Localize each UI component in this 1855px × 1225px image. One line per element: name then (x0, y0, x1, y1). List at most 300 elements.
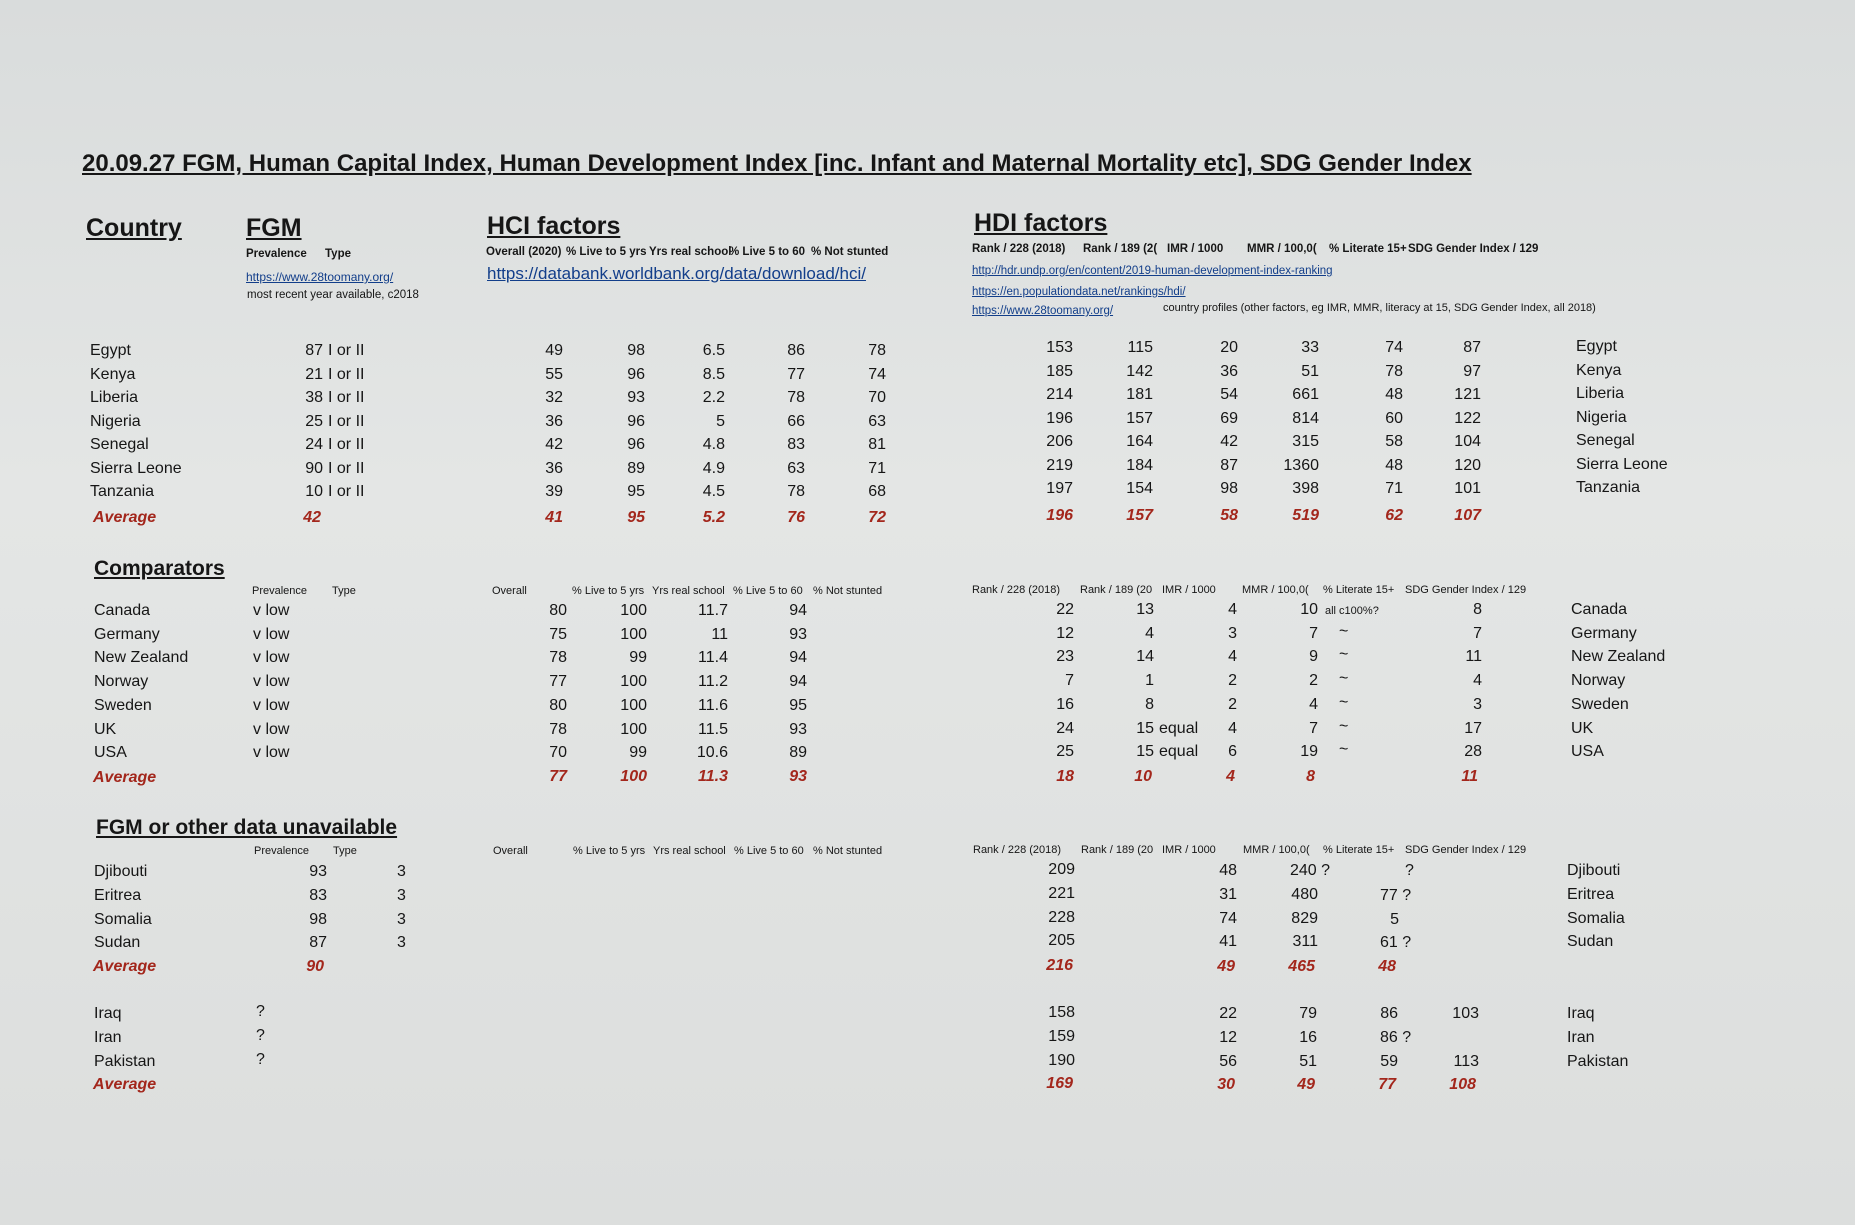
row-country-name: Iran (94, 1028, 122, 1046)
fgm-type-value: I or II (328, 483, 365, 500)
hci-value: 93 (789, 625, 807, 643)
hci-value: 71 (868, 459, 886, 477)
hci-value: 10.6 (696, 744, 728, 762)
average-label: Average (93, 509, 157, 526)
hdi-imr-value: 4 (1228, 601, 1237, 618)
hci-value: 100 (620, 673, 647, 691)
hdi-value: 661 (1292, 386, 1319, 403)
heading-hci: HCI factors (487, 212, 621, 240)
hci-value: 78 (868, 342, 886, 359)
fgm-prevalence-value: ? (256, 1050, 265, 1068)
fgm-type-value: I or II (328, 389, 365, 406)
hdi-rank189-value: 13 (1136, 601, 1154, 618)
hci-overall-header: Overall (2020) (486, 246, 562, 258)
average-value: 62 (1385, 507, 1403, 524)
hdi-mmr-value: 240 ? (1290, 862, 1331, 879)
average-value: 8 (1306, 768, 1315, 785)
hdi-mmr-value: 7 (1309, 719, 1318, 737)
hdi-mmr-value: 51 (1299, 1052, 1317, 1070)
hci-value: 80 (549, 696, 567, 714)
hdi-value: 164 (1126, 433, 1153, 450)
fgm-prevalence-value: v low (253, 602, 290, 619)
hci-live5-header: % Live to 5 yrs (566, 246, 647, 258)
hdi-sdg-value: 17 (1464, 719, 1482, 737)
fgm-prevalence-value: 98 (309, 910, 327, 928)
hci-value: 11.2 (698, 673, 728, 691)
hdi-mmr-value: 829 (1291, 909, 1318, 927)
row-country-name: Sudan (94, 934, 141, 952)
hdi-rank189-header: Rank / 189 (2( (1083, 243, 1158, 255)
fgm-prevalence-value: 83 (309, 886, 327, 904)
average-value: 49 (1217, 958, 1235, 975)
row-country-name: Liberia (90, 389, 139, 406)
hci-value: 98 (627, 342, 645, 359)
average-value: 42 (303, 509, 321, 526)
hci-value: 78 (787, 389, 805, 406)
average-value: 5.2 (702, 509, 725, 526)
hdi-imr-value: 2 (1228, 672, 1237, 690)
row-country-name-right: USA (1571, 743, 1604, 761)
hdi-rank189-note: equal (1159, 743, 1199, 761)
s3-mmr-header: MMR / 100,0( (1243, 844, 1310, 856)
row-country-name-right: Eritrea (1567, 885, 1615, 903)
hci-live60-header: % Live 5 to 60 (729, 246, 806, 258)
s2-rank228-header: Rank / 228 (2018) (972, 584, 1061, 596)
average-value: 77 (549, 768, 567, 785)
hdi-rank189-value: 4 (1145, 624, 1154, 642)
hdi-value: 122 (1454, 409, 1481, 427)
hdi-rank189-value: 15 (1136, 743, 1154, 761)
fgm-type-value: I or II (328, 459, 365, 477)
hci-value: 6.5 (702, 342, 725, 359)
average-value: 169 (1046, 1075, 1073, 1092)
hci-value: 77 (549, 673, 567, 691)
hci-value: 78 (549, 649, 567, 667)
hci-value: 36 (545, 459, 563, 477)
s3-type-header: Type (333, 845, 357, 857)
heading-comparators: Comparators (94, 557, 225, 580)
hdi-imr-value: 41 (1219, 933, 1237, 951)
hdi-sdg-header: SDG Gender Index / 129 (1408, 243, 1539, 255)
hdi-literate-value: ~ (1339, 741, 1349, 759)
hci-value: 78 (549, 720, 567, 738)
hdi-imr-value: 74 (1219, 909, 1237, 927)
hci-value: 4.9 (702, 459, 725, 477)
row-country-name-right: Egypt (1576, 338, 1617, 355)
hci-value: 11.5 (698, 720, 728, 738)
row-country-name-right: Djibouti (1567, 862, 1621, 879)
hdi-literate-value: ~ (1339, 622, 1349, 640)
s3-imr-header: IMR / 1000 (1162, 844, 1216, 856)
hdi-mmr-value: 4 (1309, 695, 1318, 713)
fgm-prevalence-value: 24 (305, 436, 323, 453)
hci-value: 96 (627, 436, 645, 453)
hdi-literate-value: 77 ? (1380, 886, 1412, 904)
hdi-mmr-value: 10 (1300, 601, 1318, 618)
average-value: 108 (1449, 1076, 1476, 1093)
hdi-value: 36 (1220, 362, 1238, 380)
s3-rank228-header: Rank / 228 (2018) (973, 844, 1062, 856)
row-country-name: Eritrea (94, 886, 142, 904)
fgm-prevalence-value: 10 (305, 483, 323, 500)
s2-rank189-header: Rank / 189 (20 (1080, 584, 1153, 596)
s2-literate-header: % Literate 15+ (1323, 584, 1395, 596)
hci-value: 32 (545, 389, 563, 406)
average-value: 72 (868, 509, 886, 526)
hdi-rank228-value: 209 (1048, 861, 1075, 878)
hci-value: 89 (789, 744, 807, 762)
hci-value: 4.8 (702, 436, 725, 453)
s2-yrs-header: Yrs real school (652, 585, 725, 597)
hdi-rank189-value: 1 (1145, 672, 1154, 690)
hdi-value: 97 (1463, 362, 1481, 380)
average-value: 76 (787, 509, 805, 526)
s3-live60-header: % Live 5 to 60 (734, 845, 804, 857)
hdi-value: 42 (1220, 433, 1238, 450)
hci-value: 63 (868, 412, 886, 430)
hdi-value: 1360 (1283, 456, 1319, 474)
hci-value: 70 (868, 389, 886, 406)
hdi-literate-value: ~ (1339, 670, 1349, 688)
row-country-name: Pakistan (94, 1052, 156, 1070)
fgm-note: most recent year available, c2018 (247, 289, 419, 301)
hdi-value: 74 (1385, 339, 1403, 356)
hdi-sdg-value: 11 (1465, 648, 1482, 666)
average-value: 48 (1378, 958, 1396, 975)
hdi-rank228-value: 25 (1056, 743, 1074, 761)
hci-stunted-header: % Not stunted (811, 246, 889, 258)
average-value: 107 (1454, 507, 1481, 524)
average-value: 11 (1461, 768, 1478, 785)
hdi-rank189-value: 15 (1136, 719, 1154, 737)
hdi-value: 219 (1046, 456, 1073, 474)
hci-value: 4.5 (702, 483, 725, 500)
hdi-mmr-value: 7 (1309, 624, 1318, 642)
row-country-name: Nigeria (90, 412, 141, 430)
fgm-prevalence-value: v low (253, 696, 290, 714)
fgm-prevalence-value: 21 (305, 365, 323, 383)
fgm-type-value: I or II (328, 436, 365, 453)
fgm-prevalence-value: 93 (309, 863, 327, 880)
hdi-rank228-value: 24 (1056, 719, 1074, 737)
hci-value: 96 (627, 412, 645, 430)
hdi-imr-value: 4 (1228, 719, 1237, 737)
hdi-mmr-value: 19 (1300, 743, 1318, 761)
hdi-value: 87 (1463, 339, 1481, 356)
fgm-prevalence-value: 87 (305, 342, 323, 359)
hdi-value: 315 (1292, 433, 1319, 450)
hdi-value: 58 (1385, 433, 1403, 450)
row-country-name-right: UK (1571, 719, 1594, 737)
fgm-prevalence-value: 25 (305, 412, 323, 430)
average-value: 41 (545, 509, 563, 526)
hdi-mmr-value: 9 (1309, 648, 1318, 666)
row-country-name-right: Iraq (1567, 1005, 1595, 1022)
s2-live5-header: % Live to 5 yrs (572, 585, 645, 597)
fgm-type-value: 3 (397, 934, 406, 952)
hdi-imr-value: 22 (1219, 1005, 1237, 1022)
fgm-prevalence-value: v low (253, 649, 290, 667)
hci-value: 100 (620, 720, 647, 738)
hci-value: 42 (545, 436, 563, 453)
hdi-value: 185 (1046, 362, 1073, 380)
row-country-name-right: Somalia (1567, 909, 1625, 927)
row-country-name: Sierra Leone (90, 459, 182, 477)
average-value: 465 (1288, 958, 1315, 975)
hdi-imr-value: 56 (1219, 1052, 1237, 1070)
hci-value: 11.7 (698, 602, 728, 619)
hdi-value: 196 (1046, 409, 1073, 427)
hci-source-link[interactable]: https://databank.worldbank.org/data/download/hci/ (487, 264, 866, 283)
hci-value: 94 (789, 649, 807, 667)
hdi-literate-value: 86 (1380, 1005, 1398, 1022)
hci-value: 2.2 (702, 389, 725, 406)
row-country-name: Germany (94, 625, 160, 643)
hci-value: 11 (711, 625, 728, 643)
s2-live60-header: % Live 5 to 60 (733, 585, 803, 597)
row-country-name: UK (94, 720, 117, 738)
s3-yrs-header: Yrs real school (653, 845, 726, 857)
hdi-rank189-value: 14 (1136, 648, 1154, 666)
average-value: 49 (1297, 1076, 1315, 1093)
hdi-sdg-value: ? (1405, 862, 1414, 879)
hdi-imr-value: 48 (1219, 862, 1237, 879)
hdi-rank189-value: 8 (1145, 695, 1154, 713)
fgm-type-value: 3 (397, 910, 406, 928)
fgm-type-value: 3 (397, 863, 406, 880)
s2-prevalence-header: Prevalence (252, 585, 308, 597)
hdi-value: 104 (1454, 433, 1481, 450)
hci-value: 100 (620, 625, 647, 643)
row-country-name-right: New Zealand (1571, 648, 1666, 666)
row-country-name: Sweden (94, 696, 152, 714)
row-country-name-right: Iran (1567, 1028, 1595, 1046)
hdi-rank228-value: 205 (1048, 932, 1075, 950)
hci-value: 78 (787, 483, 805, 500)
hdi-rank228-value: 12 (1056, 624, 1074, 642)
hci-value: 99 (629, 744, 647, 762)
hdi-value: 214 (1046, 386, 1073, 403)
row-country-name-right: Liberia (1576, 385, 1625, 402)
hdi-sdg-value: 8 (1473, 601, 1482, 618)
row-country-name: Egypt (90, 342, 131, 359)
s3-rank189-header: Rank / 189 (20 (1081, 844, 1154, 856)
s3-literate-header: % Literate 15+ (1323, 844, 1395, 856)
fgm-prevalence-value: ? (256, 1003, 265, 1020)
average-value: 90 (306, 958, 324, 975)
row-country-name-right: Tanzania (1576, 479, 1641, 496)
hci-value: 70 (549, 744, 567, 762)
average-value: 100 (620, 768, 647, 785)
average-value: 77 (1378, 1076, 1396, 1093)
average-value: 93 (789, 768, 807, 785)
s3-sdg-header: SDG Gender Index / 129 (1405, 844, 1527, 856)
hdi-literate-value: ~ (1339, 717, 1349, 735)
hdi-value: 153 (1046, 339, 1073, 356)
row-country-name: New Zealand (94, 649, 189, 667)
hci-value: 95 (627, 483, 645, 500)
row-country-name-right: Canada (1571, 601, 1628, 618)
hci-value: 93 (627, 389, 645, 406)
hci-value: 68 (868, 483, 886, 500)
average-label: Average (93, 769, 157, 786)
s2-mmr-header: MMR / 100,0( (1242, 584, 1309, 596)
hdi-value: 78 (1385, 362, 1403, 380)
hdi-value: 51 (1301, 362, 1319, 380)
average-label: Average (93, 958, 157, 975)
average-label: Average (93, 1076, 157, 1093)
hci-value: 36 (545, 412, 563, 430)
fgm-type-value: I or II (328, 365, 365, 383)
heading-unavailable: FGM or other data unavailable (96, 816, 398, 839)
hci-value: 75 (549, 625, 567, 643)
hci-value: 94 (789, 602, 807, 619)
hdi-imr-value: 4 (1228, 648, 1237, 666)
hdi-mmr-value: 2 (1309, 672, 1318, 690)
average-value: 30 (1217, 1076, 1235, 1093)
hci-value: 95 (789, 696, 807, 714)
hci-value: 93 (789, 720, 807, 738)
hdi-imr-value: 2 (1228, 695, 1237, 713)
hci-value: 94 (789, 673, 807, 691)
row-country-name-right: Nigeria (1576, 408, 1627, 426)
hdi-imr-value: 3 (1228, 624, 1237, 642)
hci-value: 96 (627, 365, 645, 383)
row-country-name: Norway (94, 673, 149, 691)
hdi-literate-value: ~ (1339, 646, 1349, 664)
hdi-value: 398 (1292, 480, 1319, 497)
row-country-name-right: Sierra Leone (1576, 455, 1668, 473)
hdi-imr-header: IMR / 1000 (1167, 243, 1224, 255)
fgm-prevalence-value: 90 (305, 459, 323, 477)
row-country-name: Kenya (90, 365, 136, 383)
heading-fgm: FGM (246, 214, 302, 242)
row-country-name-right: Kenya (1576, 361, 1622, 379)
hci-value: 83 (787, 436, 805, 453)
hdi-literate-value: ~ (1339, 693, 1349, 711)
fgm-source-link[interactable]: https://www.28toomany.org/ (246, 270, 394, 284)
hdi-literate-header: % Literate 15+ (1329, 243, 1407, 255)
row-country-name-right: Sudan (1567, 933, 1614, 951)
hdi-value: 54 (1220, 386, 1238, 403)
hdi-mmr-value: 480 (1291, 885, 1318, 903)
hci-yrs-header: Yrs real school (649, 246, 732, 258)
average-value: 18 (1056, 768, 1074, 785)
hdi-literate-value: 86 ? (1380, 1028, 1412, 1046)
hdi-value: 154 (1126, 480, 1153, 497)
fgm-prevalence-value: 87 (309, 934, 327, 952)
hdi-rank189-note: equal (1159, 719, 1199, 737)
s3-live5-header: % Live to 5 yrs (573, 845, 646, 857)
s2-type-header: Type (332, 585, 356, 597)
hdi-value: 87 (1220, 456, 1238, 474)
hci-value: 77 (787, 365, 805, 383)
fgm-prevalence-value: v low (253, 673, 290, 691)
average-value: 519 (1292, 507, 1319, 524)
hdi-rank228-header: Rank / 228 (2018) (972, 243, 1066, 255)
fgm-type-value: 3 (397, 886, 406, 904)
hdi-value: 120 (1454, 456, 1481, 474)
hdi-sdg-value: 4 (1473, 672, 1482, 690)
fgm-prevalence-value: v low (253, 744, 290, 762)
average-value: 157 (1126, 507, 1153, 524)
row-country-name-right: Sweden (1571, 695, 1629, 713)
hdi-value: 814 (1292, 409, 1319, 427)
hdi-value: 197 (1046, 480, 1073, 497)
s2-stunted-header: % Not stunted (813, 585, 883, 597)
fgm-prevalence-header: Prevalence (246, 248, 307, 260)
hdi-value: 181 (1126, 386, 1153, 403)
hdi-rank228-value: 7 (1065, 672, 1074, 690)
hdi-value: 60 (1385, 409, 1403, 427)
row-country-name-right: Germany (1571, 624, 1637, 642)
hdi-value: 48 (1385, 386, 1403, 403)
hdi-value: 98 (1220, 480, 1238, 497)
hdi-rank228-value: 158 (1048, 1004, 1075, 1021)
average-value: 58 (1220, 507, 1238, 524)
hdi-value: 206 (1046, 433, 1073, 450)
row-country-name-right: Pakistan (1567, 1052, 1629, 1070)
fgm-prevalence-value: 38 (305, 389, 323, 406)
hdi-source-link-28toomany[interactable]: https://www.28toomany.org/ (972, 305, 1114, 317)
row-country-name: USA (94, 744, 127, 762)
hdi-literate-value: 61 ? (1380, 934, 1412, 952)
fgm-prevalence-value: ? (256, 1026, 265, 1044)
s2-sdg-header: SDG Gender Index / 129 (1405, 584, 1527, 596)
hdi-rank228-value: 159 (1048, 1027, 1075, 1045)
hdi-literate-value: all c100%? (1325, 605, 1379, 617)
hdi-imr-value: 31 (1219, 885, 1237, 903)
hdi-rank228-value: 190 (1048, 1051, 1075, 1069)
hdi-value: 157 (1126, 409, 1153, 427)
hdi-rank228-value: 16 (1056, 695, 1074, 713)
row-country-name: Senegal (90, 436, 149, 453)
hdi-source-link-undp[interactable]: http://hdr.undp.org/en/content/2019-human-development-index-ranking (972, 265, 1333, 277)
row-country-name: Somalia (94, 910, 152, 928)
hci-value: 11.6 (698, 696, 728, 714)
hci-value: 86 (787, 342, 805, 359)
s2-imr-header: IMR / 1000 (1162, 584, 1216, 596)
average-value: 4 (1226, 768, 1235, 785)
average-value: 216 (1046, 957, 1073, 974)
hdi-imr-value: 12 (1219, 1028, 1237, 1046)
hdi-rank228-value: 221 (1048, 884, 1075, 902)
hdi-note: country profiles (other factors, eg IMR, MMR, literacy at 15, SDG Gender Index, all 2018) (1163, 302, 1596, 314)
hci-value: 55 (545, 365, 563, 383)
hdi-value: 69 (1220, 409, 1238, 427)
hdi-sdg-value: 103 (1452, 1005, 1479, 1022)
hci-value: 49 (545, 342, 563, 359)
row-country-name: Tanzania (90, 483, 155, 500)
page-title: 20.09.27 FGM, Human Capital Index, Human Development Index [inc. Infant and Maternal Mortality etc], SDG Gender Index (82, 150, 1472, 177)
average-value: 95 (627, 509, 645, 526)
fgm-type-header: Type (325, 248, 351, 260)
hdi-source-link-populationdata[interactable]: https://en.populationdata.net/rankings/hdi/ (972, 286, 1186, 298)
hdi-sdg-value: 7 (1473, 624, 1482, 642)
row-country-name-right: Norway (1571, 672, 1626, 690)
hdi-value: 20 (1220, 339, 1238, 356)
hci-value: 39 (545, 483, 563, 500)
hdi-sdg-value: 3 (1473, 695, 1482, 713)
hdi-value: 71 (1385, 480, 1403, 497)
hdi-value: 142 (1126, 362, 1153, 380)
hdi-value: 115 (1127, 339, 1153, 356)
hdi-rank228-value: 23 (1056, 648, 1074, 666)
row-country-name-right: Senegal (1576, 432, 1635, 449)
hci-value: 8.5 (702, 365, 725, 383)
fgm-type-value: I or II (328, 342, 365, 359)
average-value: 11.3 (698, 768, 728, 785)
